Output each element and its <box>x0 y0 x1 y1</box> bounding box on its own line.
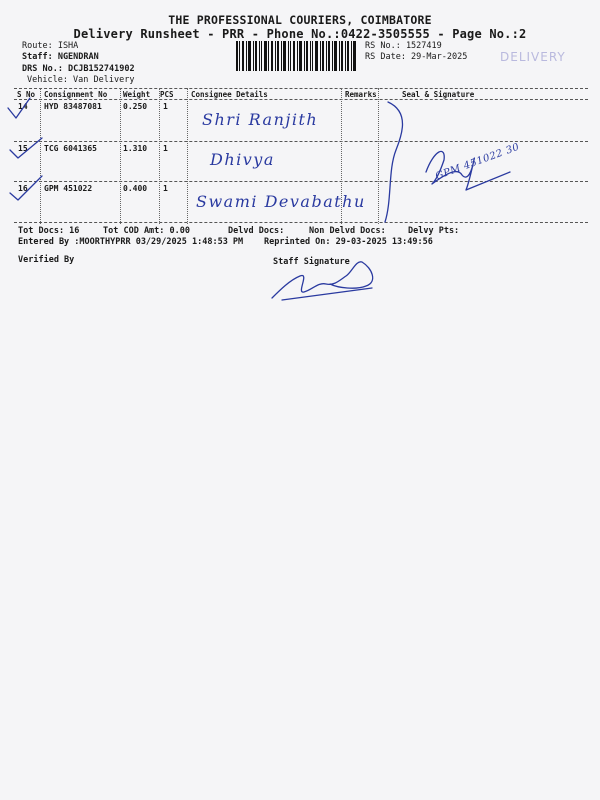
drs-number: DRS No.: DCJB152741902 <box>22 64 135 74</box>
row-14-consignment: HYD 83487081 <box>44 102 102 111</box>
route-label: Route: ISHA <box>22 41 79 51</box>
row-14-pcs: 1 <box>163 102 168 111</box>
verified-by: Verified By <box>18 255 75 265</box>
header-remarks: Remarks <box>345 90 377 99</box>
vehicle-label: Vehicle: Van Delivery <box>27 75 135 85</box>
row-16-consignee-handwriting: Swami Devabathu <box>196 192 366 211</box>
staff-signature-mark <box>272 262 373 298</box>
delivery-points: Delvy Pts: <box>408 226 460 236</box>
header-sno: S No <box>17 90 36 99</box>
row-16-consignment: GPM 451022 <box>44 184 93 193</box>
header-seal-signature: Seal & Signature <box>402 90 475 99</box>
row-14-consignee-handwriting: Shri Ranjith <box>202 110 319 129</box>
row-16-weight: 0.400 <box>123 184 148 193</box>
row-15-consignee-handwriting: Dhivya <box>210 150 275 169</box>
total-cod-amount: Tot COD Amt: 0.00 <box>103 226 190 236</box>
header-consignment: Consignment No <box>44 90 108 99</box>
row-16-sno: 16 <box>18 184 28 193</box>
header-weight: Weight <box>123 90 151 99</box>
staff-signature-label: Staff Signature <box>273 257 350 267</box>
row-14-sno: 14 <box>18 102 28 111</box>
company-title: THE PROFESSIONAL COURIERS, COIMBATORE <box>168 13 432 27</box>
row-16-pcs: 1 <box>163 184 168 193</box>
row-15-consignment: TCG 6041365 <box>44 144 97 153</box>
rs-number: RS No.: 1527419 <box>365 41 442 51</box>
header-consignee: Consignee Details <box>191 90 268 99</box>
total-docs: Tot Docs: 16 <box>18 226 80 236</box>
row-15-sno: 15 <box>18 144 28 153</box>
row-14-weight: 0.250 <box>123 102 148 111</box>
header-pcs: PCS <box>160 90 174 99</box>
barcode-image <box>236 41 358 71</box>
runsheet-table <box>14 88 588 224</box>
non-delivered-docs: Non Delvd Docs: <box>309 226 386 236</box>
row-15-pcs: 1 <box>163 144 168 153</box>
staff-label: Staff: NGENDRAN <box>22 52 99 62</box>
entered-by: Entered By :MOORTHYPRR 03/29/2025 1:48:53 PM <box>18 237 244 247</box>
reprinted-on: Reprinted On: 29-03-2025 13:49:56 <box>264 237 433 247</box>
delivered-docs: Delvd Docs: <box>228 226 285 236</box>
seal-handwritten-note: GPM 451022 30 <box>434 141 522 183</box>
delivery-stamp: DELIVERY <box>500 50 566 64</box>
rs-date: RS Date: 29-Mar-2025 <box>365 52 468 62</box>
row-15-weight: 1.310 <box>123 144 148 153</box>
runsheet-subtitle: Delivery Runsheet - PRR - Phone No.:0422-3505555 - Page No.:2 <box>73 27 527 41</box>
